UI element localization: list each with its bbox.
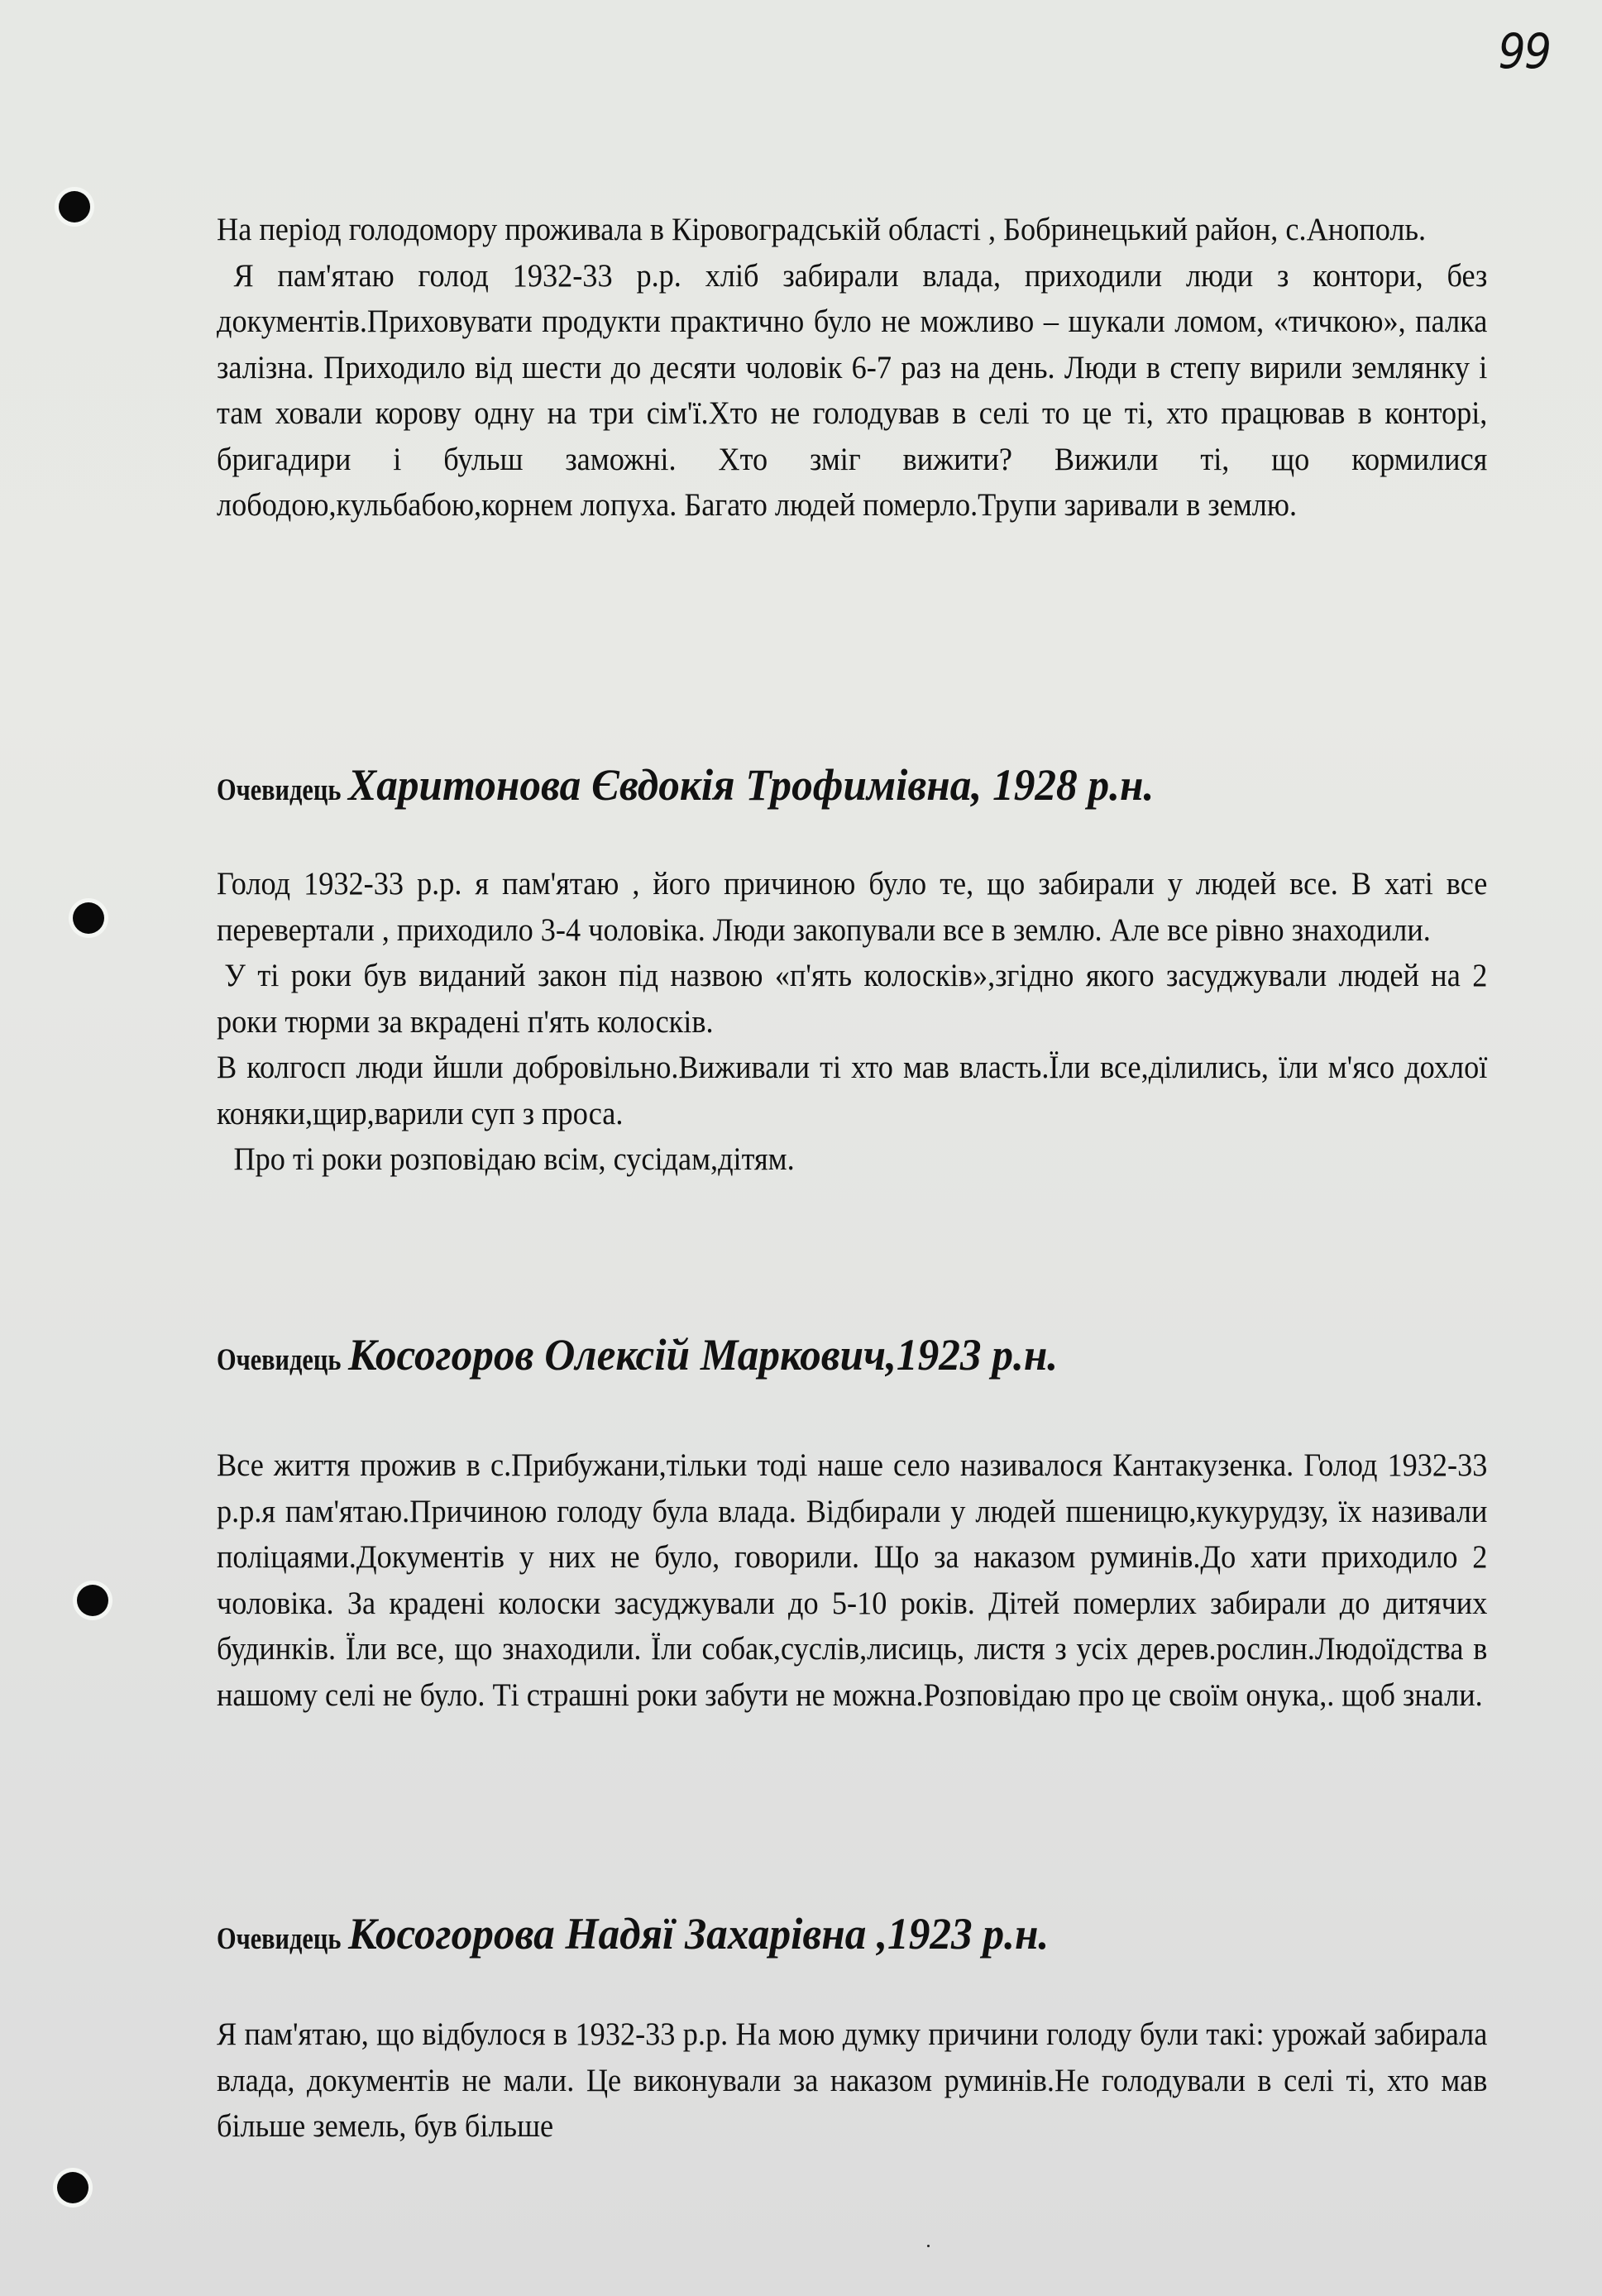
- testimony-paragraph: У ті роки був виданий закон під назвою «п'ять колосків»,згідно якого засуджували людей на 2 роки тюрми за вкрадені п'ять колосків.: [217, 958, 1488, 1040]
- witness-label: Очевидець: [217, 1343, 342, 1377]
- testimony-paragraph: Про ті роки розповідаю всім, сусідам,дітям.: [233, 1141, 795, 1177]
- testimony-heading: [217, 1908, 1086, 1959]
- paper-speck: [927, 2245, 930, 2247]
- testimony-body: [217, 1442, 1487, 1718]
- witness-label: Очевидець: [217, 773, 342, 807]
- intro-paragraph-residence: На період голодомору проживала в Кіровоградській області , Бобринецький район, с.Анополь.: [217, 212, 1427, 247]
- testimony-paragraph: Все життя прожив в с.Прибужани,тільки тоді наше село називалося Кантакузенка. Голод 1932-33 р.р.я пам'ятаю.Причиною голоду була влада. Відбирали у людей пшеницю,кукурудзу, їх називали поліцаями.Документів у них не було, говорили. Що за наказом руминів.До хати приходило 2 чоловіка. За крадені колоски засуджували до 5-10 років. Дітей померлих забирали до дитячих будинків. Їли все, що знаходили. Їли собак,суслів,лисиць, листя з усіх дерев.рослин.Людоїдства в нашому селі не було. Ті страшні роки забути не можна.Розповідаю про це своїм онука,. щоб знали.: [217, 1447, 1488, 1713]
- testimony-heading: [217, 759, 1197, 811]
- testimony-heading: [217, 1329, 1096, 1380]
- witness-name: Косогорова Надяї Захарівна ,1923 р.н.: [348, 1909, 1050, 1959]
- binder-hole: [73, 902, 104, 934]
- witness-name: Харитонова Євдокія Трофимівна, 1928 р.н.: [348, 760, 1155, 810]
- binder-hole: [59, 191, 90, 222]
- binder-hole: [77, 1585, 108, 1616]
- witness-label: Очевидець: [217, 1922, 342, 1956]
- page-number: 99: [1498, 23, 1551, 79]
- testimony-paragraph: Я пам'ятаю, що відбулося в 1932-33 р.р. На мою думку причини голоду були такі: урожай забирала влада, документів не мали. Це виконували за наказом руминів.Не голодували в селі ті, хто мав більше земель, був більше: [217, 2016, 1488, 2144]
- testimony-body: [217, 2011, 1487, 2150]
- intro-paragraph-memory: Я пам'ятаю голод 1932-33 р.р. хліб забирали влада, приходили люди з контори, без документів.Приховувати продукти практично було не можливо – шукали ломом, «тичкою», палка залізна. Приходило від шести до десяти чоловік 6-7 раз на день. Люди в степу вирили землянку і там ховали корову одну на три сім'ї.Хто не голодував в селі то це ті, хто працював в конторі, бригадири і бульш заможні. Хто зміг вижити? Вижили ті, що кормилися лободою,кульбабою,корнем лопуха. Багато людей померло.Трупи заривали в землю.: [217, 257, 1488, 523]
- witness-name: Косогоров Олексій Маркович,1923 р.н.: [348, 1330, 1059, 1380]
- binder-hole: [57, 2172, 88, 2203]
- intro-section: [217, 207, 1487, 529]
- testimony-body: [217, 861, 1487, 1183]
- testimony-paragraph: Голод 1932-33 р.р. я пам'ятаю , його причиною було те, що забирали у людей все. В хаті все перевертали , приходило 3-4 чоловіка. Люди закопували все в землю. Але все рівно знаходили.: [217, 866, 1488, 948]
- testimony-paragraph: В колгосп люди йшли добровільно.Виживали ті хто мав власть.Їли все,ділились, їли м'ясо дохлої коняки,щир,варили суп з проса.: [217, 1050, 1488, 1131]
